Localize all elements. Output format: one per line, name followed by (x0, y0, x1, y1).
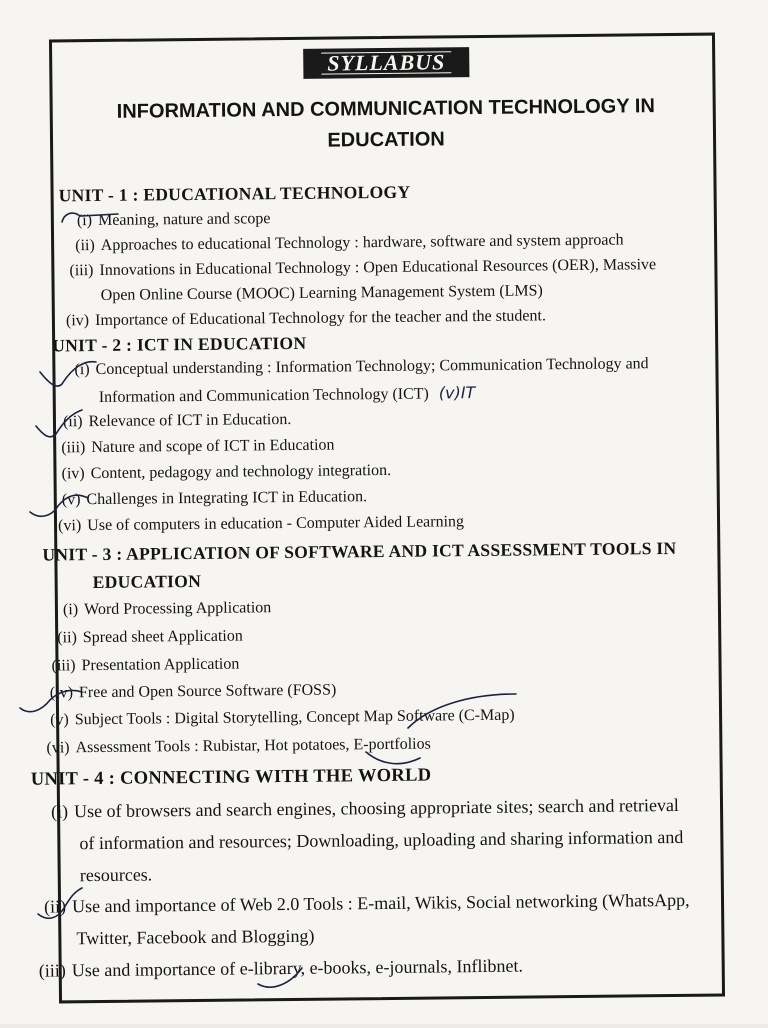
unit-1-item-3 (69, 256, 656, 280)
item-text: Relevance of ICT in Education. (88, 410, 292, 431)
banner-label: SYLLABUS (321, 51, 451, 74)
unit-4-item-2 (44, 890, 690, 918)
unit-2-heading: UNIT - 2 : ICT IN EDUCATION (52, 332, 307, 356)
item-text: Nature and scope of ICT in Education (91, 436, 335, 457)
item-text: Spread sheet Application (82, 627, 243, 647)
item-number: (vi) (46, 739, 70, 757)
unit-2-item-1-continuation (99, 383, 476, 407)
item-number: (ii) (75, 237, 95, 255)
item-number: (vi) (58, 517, 82, 535)
item-text: Subject Tools : Digital Storytelling, Concept Map Software (C-Map) (74, 706, 515, 729)
unit-4-item-1 (51, 795, 679, 823)
unit-2-item-1 (74, 355, 648, 379)
item-number: (i) (76, 212, 93, 230)
unit-4-item-2-continuation: Twitter, Facebook and Blogging) (76, 925, 315, 949)
item-text: Approaches to educational Technology : hardware, software and system approach (100, 231, 624, 254)
item-number: (i) (74, 361, 90, 379)
unit-2-item-2 (63, 411, 291, 431)
page-title: INFORMATION AND COMMUNICATION TECHNOLOGY IN EDUCATION (116, 95, 655, 152)
unit-2-item-4 (61, 462, 391, 483)
item-text: Use and importance of e-library, e-books, e-journals, Inflibnet. (71, 955, 524, 981)
item-number: (iii) (61, 439, 86, 457)
unit-3-item-6 (46, 736, 431, 758)
unit-3-item-2 (57, 627, 243, 647)
item-text: Use and importance of Web 2.0 Tools : E-mail, Wikis, Social networking (WhatsApp, (72, 889, 690, 917)
item-number: (i) (62, 601, 79, 619)
item-text: Meaning, nature and scope (97, 210, 271, 229)
item-text: Assessment Tools : Rubistar, Hot potatoes, E-portfolios (75, 735, 431, 757)
syllabus-banner (303, 47, 469, 79)
unit-4-heading: UNIT - 4 : CONNECTING WITH THE WORLD (30, 765, 432, 790)
item-text: Free and Open Source Software (FOSS) (78, 681, 337, 702)
unit-1-item-4 (66, 307, 546, 330)
unit-4-item-1-continuation-2: resources. (79, 864, 153, 886)
item-number: (iv) (65, 312, 90, 330)
item-text: Innovations in Educational Technology : Open Educational Resources (OER), Massive (99, 256, 657, 279)
unit-3-heading-continuation: EDUCATION (92, 570, 202, 593)
unit-1-item-1 (77, 210, 271, 230)
unit-2-item-6 (58, 513, 464, 535)
unit-3-item-1 (63, 599, 271, 619)
item-number: (ii) (62, 413, 83, 431)
item-text: Presentation Application (81, 655, 240, 675)
unit-3-heading: UNIT - 3 : APPLICATION OF SOFTWARE AND ICT ASSESSMENT TOOLS IN (42, 537, 677, 565)
unit-3-item-4 (50, 682, 337, 703)
continuation-text: Information and Communication Technology (ICT) (98, 385, 429, 406)
item-number: (iv) (49, 684, 74, 702)
unit-2-item-3 (61, 437, 334, 458)
unit-1-item-2 (75, 231, 624, 255)
item-number: (i) (51, 801, 69, 822)
item-number: (ii) (44, 896, 67, 917)
unit-3-item-3 (52, 656, 240, 676)
item-number: (iii) (69, 262, 94, 280)
item-number: (iii) (51, 657, 76, 675)
item-text: Word Processing Application (84, 599, 272, 619)
unit-4-item-1-continuation: of information and resources; Downloading, uploading and sharing information and (79, 826, 684, 854)
item-text: Use of computers in education - Computer Aided Learning (87, 513, 465, 535)
item-number: (v) (61, 491, 81, 509)
item-number: (ii) (57, 629, 77, 647)
unit-1-heading: UNIT - 1 : EDUCATIONAL TECHNOLOGY (58, 181, 411, 206)
item-number: (iv) (61, 465, 85, 483)
unit-3-item-5 (50, 707, 515, 730)
item-number: (v) (50, 711, 69, 729)
item-text: Challenges in Integrating ICT in Education. (86, 488, 368, 509)
item-text: Importance of Educational Technology for the teacher and the student. (94, 307, 547, 330)
item-text: Use of browsers and search engines, choosing appropriate sites; search and retrieval (74, 794, 679, 822)
item-text: Conceptual understanding : Information Technology; Communication Technology and (95, 355, 649, 379)
item-text: Content, pedagogy and technology integration. (90, 461, 392, 483)
unit-1-item-3-continuation: Open Online Course (MOOC) Learning Management System (LMS) (100, 282, 543, 304)
handwritten-note: (v)IT (438, 383, 476, 403)
unit-2-item-5 (62, 488, 367, 509)
unit-4-item-3 (39, 956, 523, 982)
item-number: (iii) (38, 960, 66, 981)
